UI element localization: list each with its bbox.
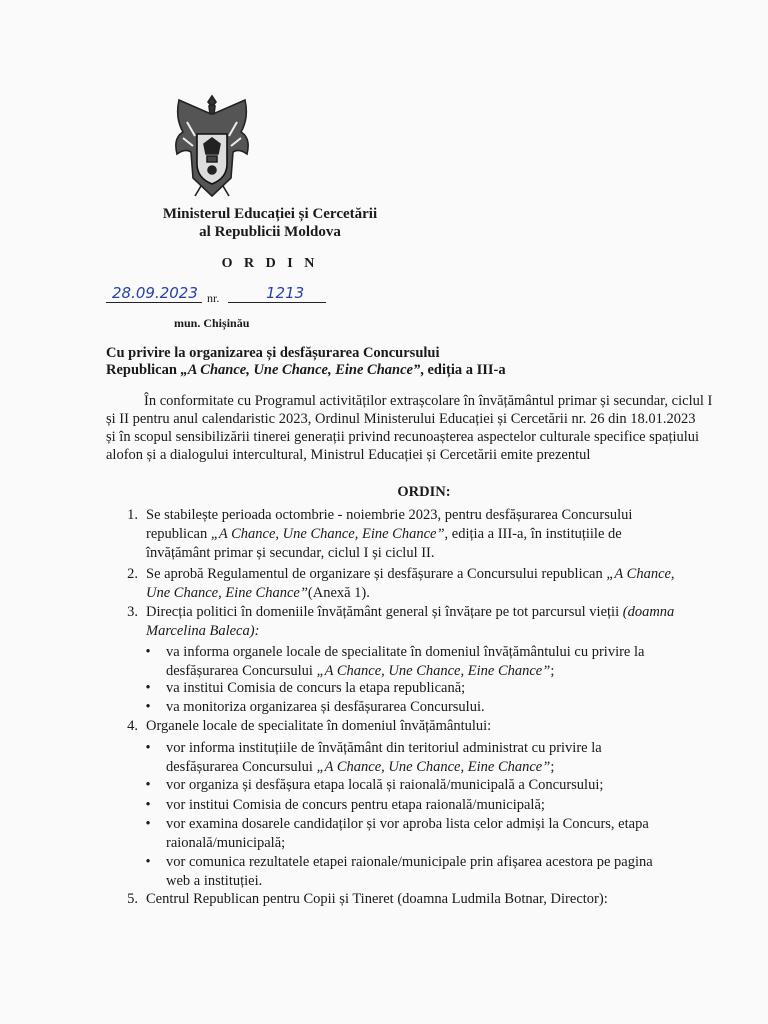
- item-line: [146, 603, 742, 622]
- item-text: desfășurarea Concursului: [166, 663, 317, 679]
- item-number: 3.: [127, 604, 138, 620]
- bullet-icon: •: [145, 644, 151, 660]
- item-line: Marcelina Baleca):: [146, 623, 260, 639]
- contest-title: „A Chance, Une Chance, Eine Chance”: [316, 663, 551, 679]
- ordin-subheading: ORDIN:: [397, 484, 451, 500]
- item-number: 4.: [127, 718, 138, 734]
- bullet-item: [166, 739, 742, 777]
- order-number-handwritten: 1213: [266, 284, 305, 302]
- item-text: Se aprobă Regulamentul de organizare și desfășurare a Concursului republican: [146, 566, 607, 582]
- item-number: 5.: [127, 891, 138, 907]
- bullet-item: [166, 643, 742, 681]
- item-line: [146, 525, 742, 544]
- item-line: va informa organele locale de specialitate în domeniul învățământului cu privire la: [166, 644, 645, 660]
- bullet-icon: •: [145, 816, 151, 832]
- ministry-name-line2: al Republicii Moldova: [199, 224, 341, 240]
- item-number: 2.: [127, 566, 138, 582]
- subject-prefix: Republican: [106, 362, 181, 378]
- date-underline: [106, 302, 202, 303]
- contest-title: Une Chance, Eine Chance”: [146, 585, 308, 601]
- list-item: [146, 506, 742, 563]
- item-text: desfășurarea Concursului: [166, 759, 317, 775]
- item-text: republican: [146, 526, 211, 542]
- bullet-item: va institui Comisia de concurs la etapa republicană;: [166, 680, 466, 696]
- bullet-icon: •: [145, 797, 151, 813]
- item-text: ;: [550, 663, 555, 679]
- subject-suffix: , ediția a III-a: [420, 362, 506, 378]
- bullet-icon: •: [145, 699, 151, 715]
- number-label: nr.: [207, 291, 220, 305]
- item-line: raională/municipală;: [166, 835, 286, 851]
- item-line: web a instituției.: [166, 873, 263, 889]
- item-line: vor examina dosarele candidaților și vor aproba lista celor admiși la Concurs, etapa: [166, 816, 649, 832]
- bullet-item: va monitoriza organizarea și desfășurarea Concursului.: [166, 699, 485, 715]
- item-text: Direcția politici în domeniile învățământ general și învățare pe tot parcursul vieții: [146, 604, 623, 620]
- bullet-item: [166, 853, 742, 891]
- subject-line2: [106, 362, 746, 379]
- bullet-item: vor organiza și desfășura etapa locală și raională/municipală a Concursului;: [166, 777, 604, 793]
- item-text: (Anexă 1).: [307, 585, 370, 601]
- item-line: învățământ primar și secundar, ciclul I și ciclul II.: [146, 545, 435, 561]
- intro-paragraph: [106, 392, 742, 464]
- item-line: vor informa instituțiile de învățământ din teritoriul administrat cu privire la: [166, 740, 602, 756]
- bullet-icon: •: [145, 777, 151, 793]
- item-line: [166, 758, 742, 777]
- item-line: [146, 565, 742, 584]
- intro-line: În conformitate cu Programul activităților extrașcolare în învățământul primar și secundar, ciclul I: [144, 393, 713, 409]
- intro-line: și în scopul sensibilizării tinerei generații privind recunoașterea aspectelor culturale specifice spațiului: [106, 429, 700, 445]
- list-item: Centrul Republican pentru Copii și Tineret (doamna Ludmila Botnar, Director):: [146, 891, 608, 907]
- coat-of-arms-emblem: [171, 92, 253, 202]
- order-date-handwritten: 28.09.2023: [112, 284, 198, 302]
- item-line: [146, 584, 742, 603]
- intro-line: alofon și a dialogului intercultural, Ministrul Educației și Cercetării emite prezentul: [106, 447, 591, 463]
- city-line: mun. Chișinău: [174, 316, 250, 330]
- intro-line: și II pentru anul calendaristic 2023, Ordinul Ministerului Educației și Cercetării nr. 26 din 18.01.2023: [106, 411, 696, 427]
- list-item: [146, 565, 742, 603]
- list-item: Organele locale de specialitate în domeniul învățământului:: [146, 718, 492, 734]
- item-line: vor comunica rezultatele etapei raionale/municipale prin afișarea acestora pe pagina: [166, 854, 653, 870]
- contest-title: „A Chance, Une Chance, Eine Chance”: [210, 526, 445, 542]
- bullet-item: vor institui Comisia de concurs pentru etapa raională/municipală;: [166, 797, 545, 813]
- contest-title: „A Chance, Une Chance, Eine Chance”: [316, 759, 551, 775]
- responsible-person: (doamna: [622, 604, 675, 620]
- contest-title: „A Chance,: [606, 566, 675, 582]
- number-underline: [228, 302, 326, 303]
- bullet-icon: •: [145, 854, 151, 870]
- bullet-icon: •: [145, 680, 151, 696]
- order-heading: O R D I N: [221, 256, 319, 271]
- subject-contest-title: „A Chance, Une Chance, Eine Chance”: [180, 362, 421, 378]
- subject-line1: Cu privire la organizarea și desfășurarea Concursului: [106, 345, 440, 361]
- item-text: ;: [550, 759, 555, 775]
- item-text: , ediția a III-a, în instituțiile de: [444, 526, 622, 542]
- item-line: Se stabilește perioada octombrie - noiembrie 2023, pentru desfășurarea Concursului: [146, 507, 633, 523]
- ministry-name-line1: Ministerul Educației și Cercetării: [162, 206, 378, 222]
- item-number: 1.: [127, 507, 138, 523]
- bullet-item: [166, 815, 742, 853]
- bullet-icon: •: [145, 740, 151, 756]
- list-item: [146, 603, 742, 641]
